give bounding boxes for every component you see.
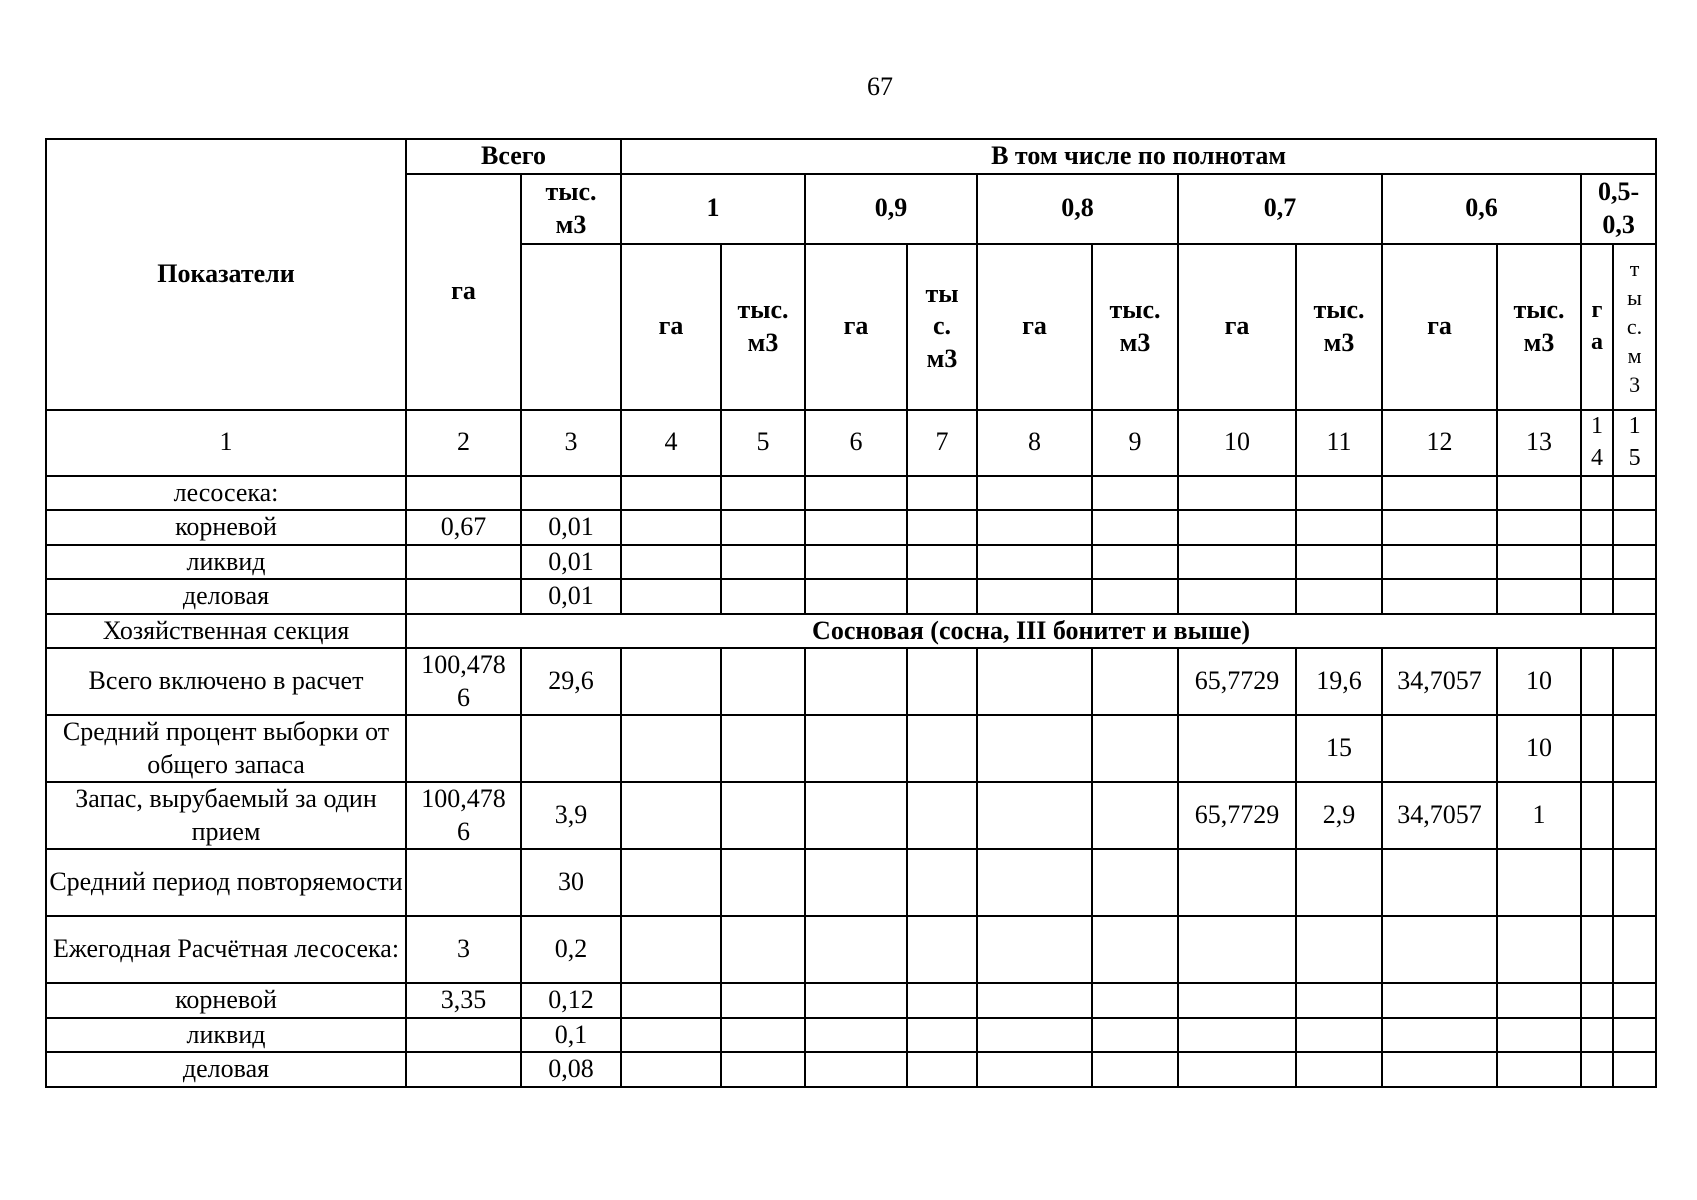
- table-cell: 0,01: [521, 545, 621, 580]
- table-cell: [805, 715, 907, 782]
- table-cell: [1382, 983, 1497, 1018]
- table-row: [46, 648, 1656, 715]
- table-cell: [977, 510, 1092, 545]
- table-row: [46, 510, 1656, 545]
- header-ha: га: [621, 244, 721, 410]
- column-number-5: 5: [721, 410, 805, 476]
- page-number: 67: [867, 72, 893, 101]
- row-label: ликвид: [46, 545, 406, 580]
- table-cell: [1613, 476, 1656, 511]
- table-cell: [1581, 916, 1613, 983]
- table-cell: [406, 1052, 521, 1087]
- table-cell: [1613, 1052, 1656, 1087]
- table-cell: [721, 476, 805, 511]
- table-cell: [406, 715, 521, 782]
- table-cell: [977, 916, 1092, 983]
- table-cell: [1497, 510, 1581, 545]
- table-cell: [1497, 545, 1581, 580]
- header-ha: г а: [1581, 244, 1613, 410]
- table-cell: [406, 579, 521, 614]
- table-cell: [1581, 1018, 1613, 1053]
- column-number-6: 6: [805, 410, 907, 476]
- table-cell: [977, 782, 1092, 849]
- table-cell: [621, 916, 721, 983]
- column-number-2: 2: [406, 410, 521, 476]
- column-number-4: 4: [621, 410, 721, 476]
- column-number-8: 8: [977, 410, 1092, 476]
- table-cell: 34,7057: [1382, 782, 1497, 849]
- table-cell: [1613, 849, 1656, 916]
- column-number-13: 13: [1497, 410, 1581, 476]
- row-label: корневой: [46, 510, 406, 545]
- table-cell: [406, 545, 521, 580]
- table-cell: [1296, 579, 1382, 614]
- table-cell: [805, 1052, 907, 1087]
- table-cell: [1581, 510, 1613, 545]
- table-cell: [1581, 782, 1613, 849]
- table-cell: [805, 510, 907, 545]
- table-cell: [1581, 983, 1613, 1018]
- table-cell: 1: [1497, 782, 1581, 849]
- header-thous-m3: тыс. м3: [721, 244, 805, 410]
- table-cell: [1178, 1052, 1296, 1087]
- table-cell: [1382, 476, 1497, 511]
- header-ha: га: [805, 244, 907, 410]
- table-cell: [1613, 648, 1656, 715]
- header-total: Всего: [406, 139, 621, 174]
- table-cell: [805, 849, 907, 916]
- table-cell: [1581, 715, 1613, 782]
- table-row: [46, 715, 1656, 782]
- column-number-9: 9: [1092, 410, 1178, 476]
- table-cell: [1382, 510, 1497, 545]
- header-density-0-8: 0,8: [977, 174, 1178, 244]
- table-cell: [621, 1052, 721, 1087]
- table-cell: [1296, 916, 1382, 983]
- table-cell: [406, 849, 521, 916]
- table-row: [46, 916, 1656, 983]
- table-cell: [621, 983, 721, 1018]
- table-cell: [521, 715, 621, 782]
- table-cell: [1581, 579, 1613, 614]
- table-cell: [621, 579, 721, 614]
- header-density-0-9: 0,9: [805, 174, 977, 244]
- table-cell: [721, 579, 805, 614]
- table-cell: [907, 916, 977, 983]
- row-label: Всего включено в расчет: [46, 648, 406, 715]
- table-cell: [1178, 579, 1296, 614]
- header-density-0-6: 0,6: [1382, 174, 1581, 244]
- table-cell: [1497, 849, 1581, 916]
- table-cell: [621, 545, 721, 580]
- table-cell: [1178, 715, 1296, 782]
- column-number-15: 1 5: [1613, 410, 1656, 476]
- table-cell: [1092, 715, 1178, 782]
- table-cell: [621, 476, 721, 511]
- table-cell: [1581, 476, 1613, 511]
- table-row: [46, 476, 1656, 511]
- header-thous-m3: тыс. м3: [1296, 244, 1382, 410]
- table-cell: [1581, 648, 1613, 715]
- column-number-1: 1: [46, 410, 406, 476]
- header-ha: га: [977, 244, 1092, 410]
- header-density-0-7: 0,7: [1178, 174, 1382, 244]
- header-total-ha: га: [406, 174, 521, 410]
- table-cell: [805, 983, 907, 1018]
- table-cell: [621, 849, 721, 916]
- table-cell: [1296, 1052, 1382, 1087]
- table-cell: [907, 849, 977, 916]
- table-cell: [621, 782, 721, 849]
- table-cell: 100,478 6: [406, 782, 521, 849]
- bottom-rows: [46, 648, 1656, 1087]
- table-cell: [1178, 1018, 1296, 1053]
- table-cell: [406, 476, 521, 511]
- table-cell: [721, 1018, 805, 1053]
- table-cell: [977, 715, 1092, 782]
- table-cell: [1092, 545, 1178, 580]
- table-cell: [1092, 1052, 1178, 1087]
- column-number-3: 3: [521, 410, 621, 476]
- table-cell: [1092, 579, 1178, 614]
- row-label: Ежегодная Расчётная лесосека:: [46, 916, 406, 983]
- table-cell: [1613, 1018, 1656, 1053]
- table-cell: [521, 476, 621, 511]
- table-cell: 0,67: [406, 510, 521, 545]
- table-cell: [1092, 510, 1178, 545]
- table-cell: [1296, 545, 1382, 580]
- header-ha: га: [1382, 244, 1497, 410]
- table-cell: [1613, 510, 1656, 545]
- table-cell: [1296, 1018, 1382, 1053]
- table-cell: 34,7057: [1382, 648, 1497, 715]
- table-cell: 65,7729: [1178, 782, 1296, 849]
- table-cell: [1296, 476, 1382, 511]
- table-cell: [721, 983, 805, 1018]
- table-cell: [907, 545, 977, 580]
- table-cell: [1092, 648, 1178, 715]
- table-cell: 19,6: [1296, 648, 1382, 715]
- table-cell: [907, 983, 977, 1018]
- table-cell: [977, 1018, 1092, 1053]
- table-cell: [621, 1018, 721, 1053]
- table-row: [46, 983, 1656, 1018]
- header-total-thous-m3: тыс. м3: [521, 174, 621, 244]
- table-cell: [1092, 1018, 1178, 1053]
- row-label: деловая: [46, 1052, 406, 1087]
- table-cell: [1497, 476, 1581, 511]
- table-cell: [977, 476, 1092, 511]
- column-number-7: 7: [907, 410, 977, 476]
- table-cell: 30: [521, 849, 621, 916]
- table-cell: [1382, 916, 1497, 983]
- table-row: [46, 782, 1656, 849]
- table-cell: [805, 545, 907, 580]
- table-row: [46, 1018, 1656, 1053]
- table-cell: [1092, 782, 1178, 849]
- row-label: Средний период повторяемости: [46, 849, 406, 916]
- table-cell: [721, 916, 805, 983]
- table-cell: [1092, 916, 1178, 983]
- header-density-1: 1: [621, 174, 805, 244]
- table-cell: [805, 782, 907, 849]
- table-cell: 29,6: [521, 648, 621, 715]
- section-label: Хозяйственная секция: [46, 614, 406, 649]
- table-cell: [907, 579, 977, 614]
- table-cell: [805, 476, 907, 511]
- header-thous-m3: ты с. м3: [907, 244, 977, 410]
- row-label: лесосека:: [46, 476, 406, 511]
- header-ha: га: [1178, 244, 1296, 410]
- table-cell: [721, 510, 805, 545]
- table-cell: [907, 782, 977, 849]
- table-cell: [721, 782, 805, 849]
- table-cell: [1178, 476, 1296, 511]
- table-cell: 3,35: [406, 983, 521, 1018]
- table-cell: 65,7729: [1178, 648, 1296, 715]
- table-cell: [621, 648, 721, 715]
- table-cell: [1497, 579, 1581, 614]
- row-label: ликвид: [46, 1018, 406, 1053]
- table-cell: [721, 648, 805, 715]
- table-cell: [1178, 849, 1296, 916]
- table-cell: [1497, 983, 1581, 1018]
- table-cell: [1382, 579, 1497, 614]
- table-cell: [977, 579, 1092, 614]
- table-cell: [621, 510, 721, 545]
- header-indicators: Показатели: [46, 139, 406, 410]
- table-cell: [1382, 545, 1497, 580]
- table-cell: [1613, 579, 1656, 614]
- table-cell: [907, 510, 977, 545]
- table-cell: [1382, 1018, 1497, 1053]
- table-cell: [1581, 849, 1613, 916]
- table-cell: [805, 579, 907, 614]
- table-cell: [1178, 510, 1296, 545]
- row-label: Средний процент выборки от общего запаса: [46, 715, 406, 782]
- table-row: [46, 849, 1656, 916]
- table-cell: [1296, 849, 1382, 916]
- table-row: [46, 545, 1656, 580]
- table-cell: 100,478 6: [406, 648, 521, 715]
- header-density-0-5-0-3: 0,5- 0,3: [1581, 174, 1656, 244]
- table-cell: [907, 476, 977, 511]
- column-number-10: 10: [1178, 410, 1296, 476]
- table-cell: [907, 648, 977, 715]
- table-cell: 0,01: [521, 510, 621, 545]
- table-row: [46, 579, 1656, 614]
- table-cell: [1092, 849, 1178, 916]
- table-cell: 0,1: [521, 1018, 621, 1053]
- table-cell: [1497, 916, 1581, 983]
- column-number-11: 11: [1296, 410, 1382, 476]
- table-cell: [805, 916, 907, 983]
- table-cell: 10: [1497, 648, 1581, 715]
- table-cell: [721, 545, 805, 580]
- forest-stock-table: [45, 138, 1657, 1088]
- section-row: [46, 614, 1656, 649]
- header-thous-m3: тыс. м3: [1497, 244, 1581, 410]
- table-cell: [1497, 1052, 1581, 1087]
- table-cell: [721, 849, 805, 916]
- table-cell: [1092, 983, 1178, 1018]
- header-by-density: В том числе по полнотам: [621, 139, 1656, 174]
- table-cell: [977, 648, 1092, 715]
- table-cell: [1382, 715, 1497, 782]
- table-cell: [977, 545, 1092, 580]
- table-cell: [1296, 983, 1382, 1018]
- table-cell: [977, 849, 1092, 916]
- table-cell: 10: [1497, 715, 1581, 782]
- table-cell: [805, 648, 907, 715]
- table-cell: 0,12: [521, 983, 621, 1018]
- table-cell: [1092, 476, 1178, 511]
- row-label: деловая: [46, 579, 406, 614]
- row-label: Запас, вырубаемый за один прием: [46, 782, 406, 849]
- column-number-14: 1 4: [1581, 410, 1613, 476]
- table-cell: [1178, 916, 1296, 983]
- table-cell: [1178, 545, 1296, 580]
- table-cell: [1382, 1052, 1497, 1087]
- table-cell: [1613, 782, 1656, 849]
- table-cell: [1613, 715, 1656, 782]
- table-cell: [1613, 916, 1656, 983]
- table-cell: [1581, 545, 1613, 580]
- table-cell: [1613, 545, 1656, 580]
- table-cell: 0,01: [521, 579, 621, 614]
- table-cell: [907, 715, 977, 782]
- table-cell: [1382, 849, 1497, 916]
- table-cell: [1296, 510, 1382, 545]
- table-cell: [977, 1052, 1092, 1087]
- top-rows: [46, 476, 1656, 614]
- table-cell: [721, 715, 805, 782]
- column-number-row: [46, 410, 1656, 476]
- table-cell: [907, 1018, 977, 1053]
- column-number-12: 12: [1382, 410, 1497, 476]
- table-cell: 0,2: [521, 916, 621, 983]
- row-label: корневой: [46, 983, 406, 1018]
- header-thous-m3: тыс. м3: [1092, 244, 1178, 410]
- table-cell: [805, 1018, 907, 1053]
- table-cell: 3,9: [521, 782, 621, 849]
- table-cell: [1613, 983, 1656, 1018]
- header-total-empty: [521, 244, 621, 410]
- table-cell: 0,08: [521, 1052, 621, 1087]
- table-cell: 15: [1296, 715, 1382, 782]
- header-thous-m3: т ы с. м 3: [1613, 244, 1656, 410]
- table-cell: [621, 715, 721, 782]
- table-cell: 2,9: [1296, 782, 1382, 849]
- table-cell: [1497, 1018, 1581, 1053]
- table-cell: [1581, 1052, 1613, 1087]
- table-row: [46, 1052, 1656, 1087]
- table-cell: [977, 983, 1092, 1018]
- table-cell: [721, 1052, 805, 1087]
- table-cell: [1178, 983, 1296, 1018]
- table-cell: [406, 1018, 521, 1053]
- table-cell: 3: [406, 916, 521, 983]
- section-value: Сосновая (сосна, III бонитет и выше): [406, 614, 1656, 649]
- table-cell: [907, 1052, 977, 1087]
